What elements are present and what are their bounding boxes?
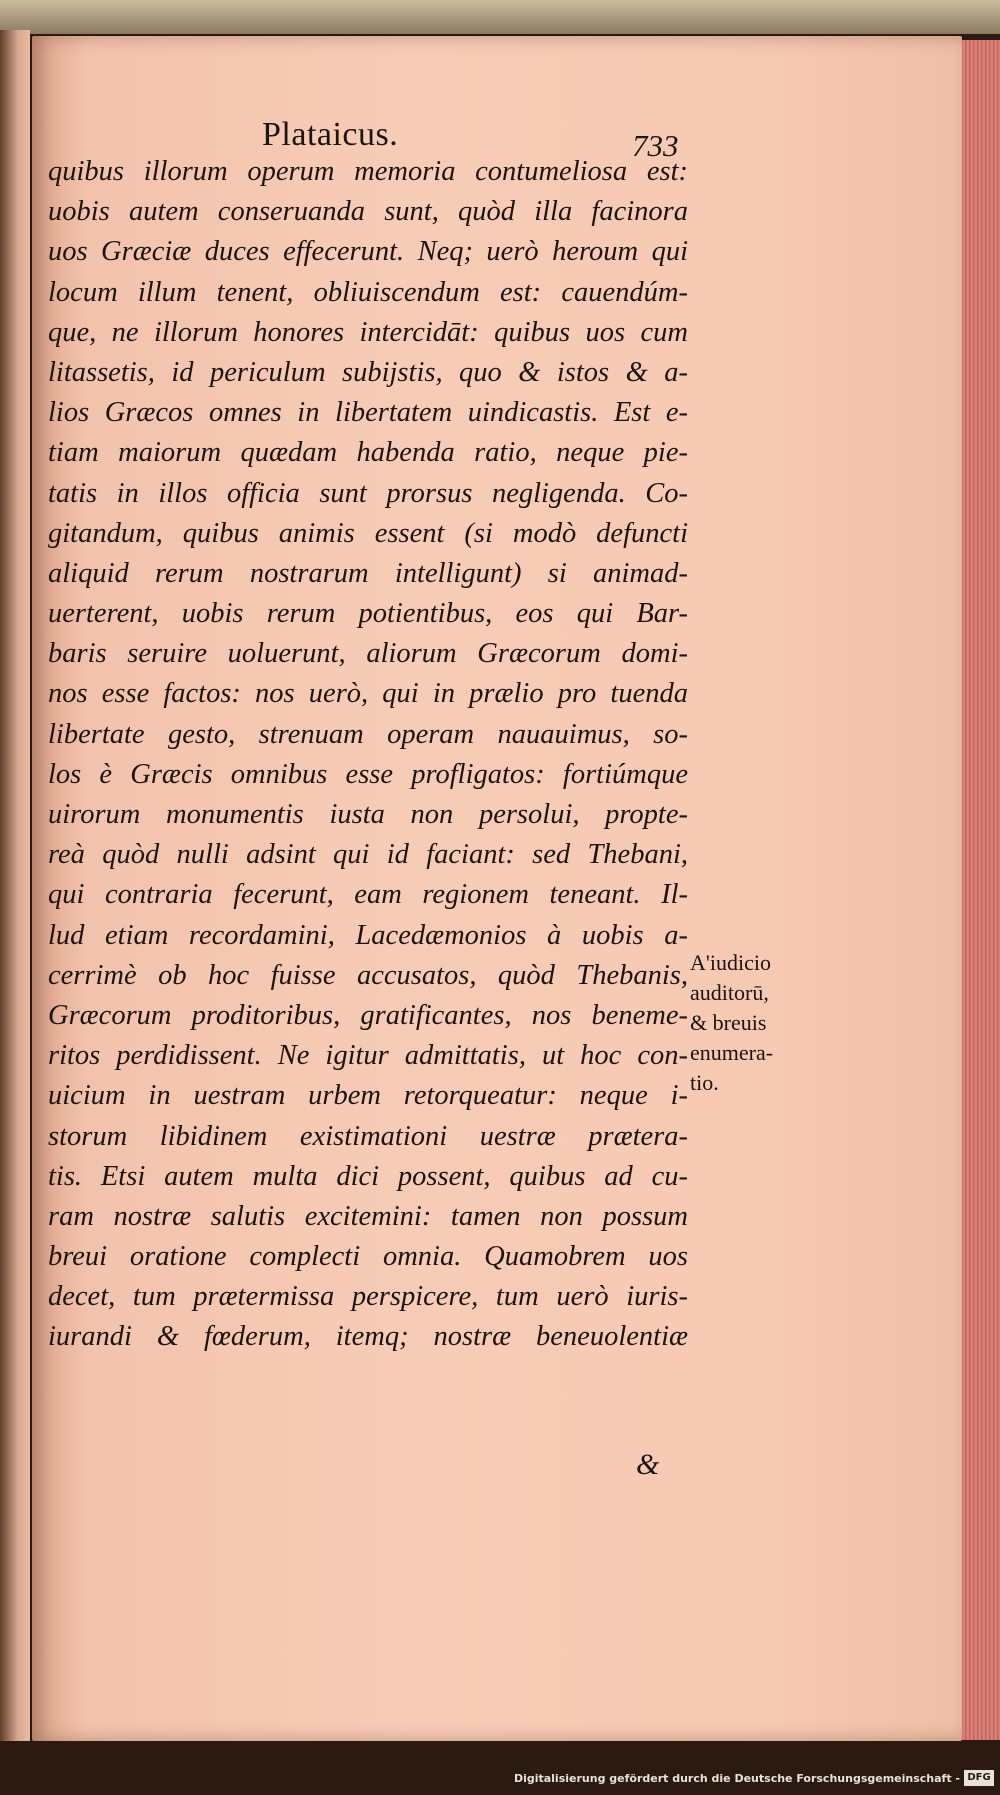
margin-note-line: auditorū, xyxy=(690,980,769,1005)
text-line: iurandi & fœderum, itemq; nostræ beneuolentiæ xyxy=(48,1321,688,1353)
text-line: que, ne illorum honores intercidāt: quibus uos cum xyxy=(48,316,688,348)
page-number: 733 xyxy=(632,128,679,163)
text-line: uobis autem conseruanda sunt, quòd illa facinora xyxy=(48,196,688,228)
text-line: los è Græcis omnibus esse profligatos: fortiúmque xyxy=(48,758,688,790)
margin-note xyxy=(690,948,820,1098)
text-line: ritos perdidissent. Ne igitur admittatis, ut hoc con- xyxy=(48,1040,688,1072)
margin-note-line: tio. xyxy=(690,1070,719,1095)
text-line: tatis in illos officia sunt prorsus negligenda. Co- xyxy=(48,477,688,509)
text-line: Græcorum proditoribus, gratificantes, nos beneme- xyxy=(48,999,688,1031)
text-line: reà quòd nulli adsint qui id faciant: sed Thebani, xyxy=(48,839,688,871)
text-line: lud etiam recordamini, Lacedæmonios à uobis a- xyxy=(48,919,688,951)
dfg-logo: DFG xyxy=(964,1770,994,1786)
text-line: litassetis, id periculum subijstis, quo & istos & a- xyxy=(48,356,688,388)
text-line: uirorum monumentis iusta non persolui, propte- xyxy=(48,799,688,830)
text-line: aliquid rerum nostrarum intelligunt) si animad- xyxy=(48,557,688,589)
text-line: uicium in uestram urbem retorqueatur: neque i- xyxy=(48,1080,688,1112)
text-line: tiam maiorum quædam habenda ratio, neque pie- xyxy=(48,437,688,469)
margin-note-line: enumera- xyxy=(690,1040,774,1065)
page-fore-edge xyxy=(962,40,1000,1740)
previous-page-edge xyxy=(0,30,30,1750)
margin-note-line: A'iudicio xyxy=(690,950,771,975)
text-line: storum libidinem existimationi uestræ prætera- xyxy=(48,1120,688,1152)
book-top-edge xyxy=(0,0,1000,34)
text-line: gitandum, quibus animis essent (si modò defuncti xyxy=(48,517,688,549)
catchword: & xyxy=(636,1448,660,1481)
text-line: uos Græciæ duces effecerunt. Neq; uerò heroum qui xyxy=(48,236,688,268)
text-line: decet, tum prætermissa perspicere, tum uerò iuris- xyxy=(48,1281,688,1313)
text-line: breui oratione complecti omnia. Quamobrem uos xyxy=(48,1241,688,1273)
text-line: qui contraria fecerunt, eam regionem teneant. Il- xyxy=(48,879,688,911)
text-line: tis. Etsi autem multa dici possent, quibus ad cu- xyxy=(48,1160,688,1192)
text-line: ram nostræ salutis excitemini: tamen non possum xyxy=(48,1200,688,1232)
text-line: nos esse factos: nos uerò, qui in prælio pro tuenda xyxy=(48,678,688,710)
text-line: cerrimè ob hoc fuisse accusatos, quòd Thebanis, xyxy=(48,959,688,991)
running-head: Plataicus. xyxy=(262,116,399,153)
scan-bottom-band xyxy=(0,1741,1000,1795)
text-line: lios Græcos omnes in libertatem uindicastis. Est e- xyxy=(48,397,688,429)
margin-note-line: & breuis xyxy=(690,1010,767,1035)
text-line: libertate gesto, strenuam operam nauauimus, so- xyxy=(48,718,688,750)
digitization-credit: Digitalisierung gefördert durch die Deutsche Forschungsgemeinschaft - xyxy=(513,1772,960,1785)
text-line: baris seruire uoluerunt, aliorum Græcorum domi- xyxy=(48,638,688,670)
text-line: locum illum tenent, obliuiscendum est: cauendúm- xyxy=(48,276,688,308)
body-text xyxy=(48,152,688,1358)
text-line: quibus illorum operum memoria contumeliosa est: xyxy=(48,156,688,187)
text-line: uerterent, uobis rerum potientibus, eos qui Bar- xyxy=(48,598,688,630)
